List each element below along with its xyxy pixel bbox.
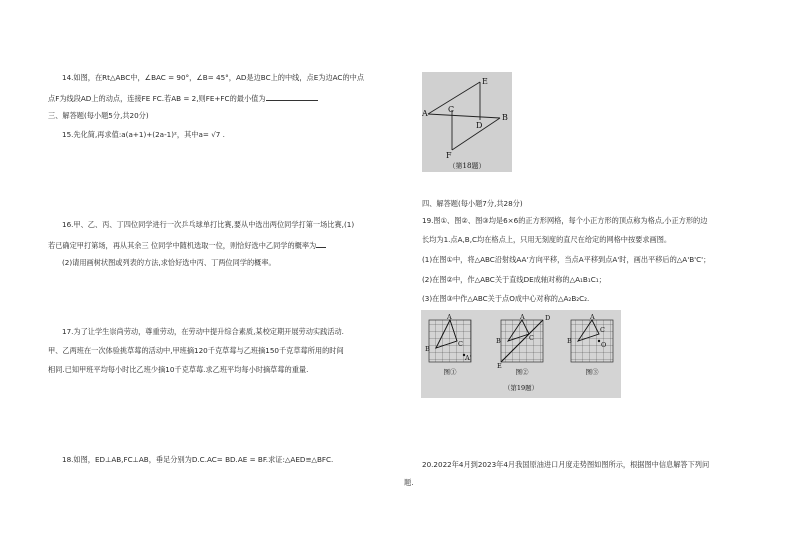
label-d: D [476,121,483,130]
g1-label-b: B [425,345,430,353]
g1-label-c: C [458,340,463,348]
section3-heading: 三、解答题(每小题5分,共20分) [48,111,149,120]
q19-sub2: (2)在图②中，作△ABC关于直线DE成轴对称的△A₁B₁C₁； [422,275,606,284]
g1-caption: 图① [443,368,457,376]
g3-label-a: A [590,313,595,321]
q14-line2 [48,92,318,104]
q19-sub1: (1)在图①中，将△ABC沿射线AA'方向平移，当点A平移到点A'时，画出平移后的△A'B'C'； [422,255,711,264]
label-c: C [448,105,455,114]
g1-label-a-prime: A' [465,354,472,362]
q18: 18.如图，ED⊥AB,FC⊥AB，垂足分别为D.C.AC= BD.AE = BF.求证:△AED≌△BFC. [62,455,334,464]
q14-line1: 14.如图，在Rt△ABC中，∠BAC = 90°，∠B= 45°，AD是边BC上的中线，点E为边AC的中点 [62,73,365,82]
label-b: B [502,113,508,122]
g2-label-d: D [545,314,551,322]
g1-label-a: A [447,313,452,321]
q20-line2: 题. [404,478,414,487]
section4-heading: 四、解答题(每小题7分,共28分) [422,199,523,208]
point-o [598,340,600,342]
q17-line1: 17.为了让学生崇尚劳动，尊重劳动，在劳动中提升综合素质,某校定期开展劳动实践活动. [62,327,344,336]
g2-label-e: E [497,362,502,370]
answer-blank [266,92,318,101]
q16-line2-text: 若已确定甲打第场，再从其余三 位同学中随机选取一位，则恰好选中乙同学的概率为 [48,241,317,250]
figure-19 [421,310,621,398]
g3-label-b: B [567,337,572,345]
g2-label-a: A [520,313,525,321]
q19-line1: 19.图①、图②、图③均是6×6的正方形网格，每个小正方形的顶点称为格点,小正方形的边 [422,216,708,225]
q16-line3: (2)请用画树状图或列表的方法,求恰好选中丙、丁两位同学的概率。 [62,258,276,267]
answer-blank [316,239,326,248]
label-a: A [422,109,428,118]
g3-label-c: C [600,326,605,334]
g2-label-b: B [496,337,501,345]
figure-18 [422,72,512,172]
g2-caption: 图② [515,368,529,376]
g2-label-c: C [529,334,534,342]
g3-caption: 图③ [585,368,599,376]
figure-18-caption: （第18题） [448,162,486,170]
figure-19-drawing [421,310,621,398]
q17-line2: 甲、乙两班在一次体验挑草莓的活动中,甲班摘120千克草莓与乙班摘150千克草莓所用的时间 [48,346,344,355]
q14-line2-text: 点F为线段AD上的动点，连接FE FC.若AB = 2,则FE+FC的最小值为 [48,94,266,103]
q16-line2 [48,239,326,251]
q19-line2: 长均为1.点A,B,C均在格点上，只用无刻度的直尺在给定的网格中按要求画图。 [422,235,672,244]
q16-line1: 16.甲、乙、丙、丁四位同学进行一次乒乓球单打比赛,要从中选出两位同学打第一场比赛,(1) [62,220,355,229]
q17-line3: 相同.已知甲班平均每小时比乙班少摘10千克草莓.求乙班平均每小时摘草莓的重量. [48,365,309,374]
g3-label-o: O [601,341,607,349]
q15: 15.先化简,再求值:a(a+1)+(2a-1)²，其中a= √7 . [62,130,225,139]
q20-line1: 20.2022年4月到2023年4月我国原油进口月度走势图如图所示，根据图中信息解答下列问 [422,460,710,469]
q19-sub3: (3)在图③中作△ABC关于点O成中心对称的△A₂B₂C₂. [422,294,590,303]
label-f: F [446,151,452,160]
label-e: E [482,77,488,86]
figure-19-title: （第19题） [503,384,539,392]
figure-18-drawing [422,72,512,172]
